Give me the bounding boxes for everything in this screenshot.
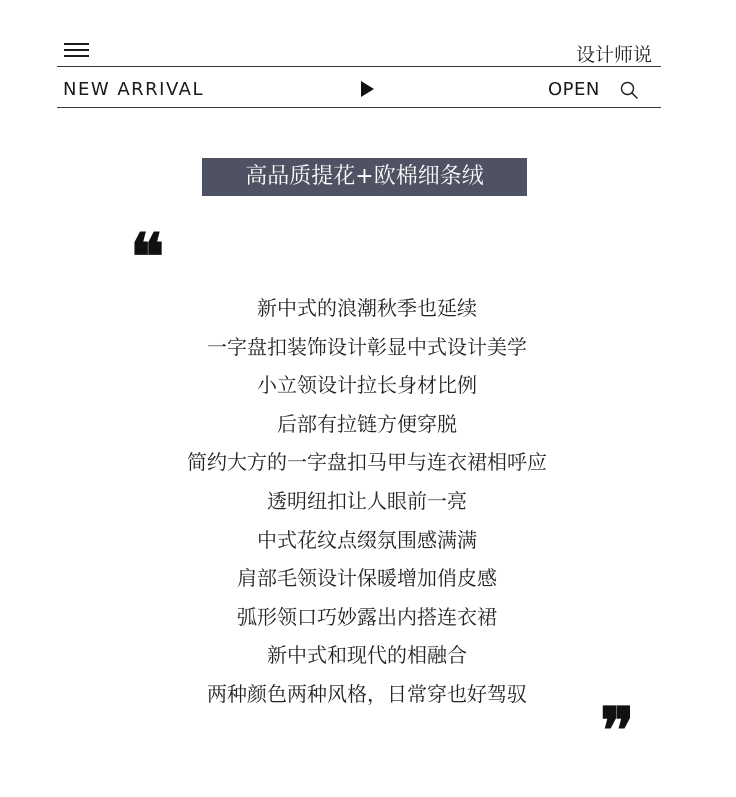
header-top-divider	[57, 66, 661, 67]
description-lines	[0, 289, 736, 714]
new-arrival-label: NEW ARRIVAL	[63, 79, 204, 100]
menu-icon[interactable]	[64, 43, 89, 57]
close-quote-icon: ❞	[600, 694, 635, 769]
product-feature-banner: 高品质提花+欧棉细条绒	[202, 158, 527, 196]
header-bottom-divider	[57, 107, 661, 108]
description-line: 新中式和现代的相融合	[267, 643, 467, 668]
description-line: 肩部毛领设计保暖增加俏皮感	[237, 566, 497, 591]
description-line: 小立领设计拉长身材比例	[257, 373, 477, 398]
description-line: 透明纽扣让人眼前一亮	[267, 488, 467, 513]
description-line: 简约大方的一字盘扣马甲与连衣裙相呼应	[187, 450, 547, 475]
description-line: 两种颜色两种风格，日常穿也好驾驭	[207, 681, 527, 706]
description-line: 一字盘扣装饰设计彰显中式设计美学	[207, 334, 527, 359]
open-link[interactable]: OPEN	[548, 79, 600, 100]
description-line: 弧形领口巧妙露出内搭连衣裙	[237, 604, 497, 629]
description-line: 新中式的浪潮秋季也延续	[257, 296, 477, 320]
open-quote-icon: ❝	[130, 220, 165, 295]
brand-title: 设计师说	[575, 44, 652, 66]
description-line: 后部有拉链方便穿脱	[277, 411, 457, 436]
search-icon[interactable]	[620, 81, 638, 99]
play-icon[interactable]	[361, 81, 374, 97]
description-line: 中式花纹点缀氛围感满满	[257, 527, 477, 552]
